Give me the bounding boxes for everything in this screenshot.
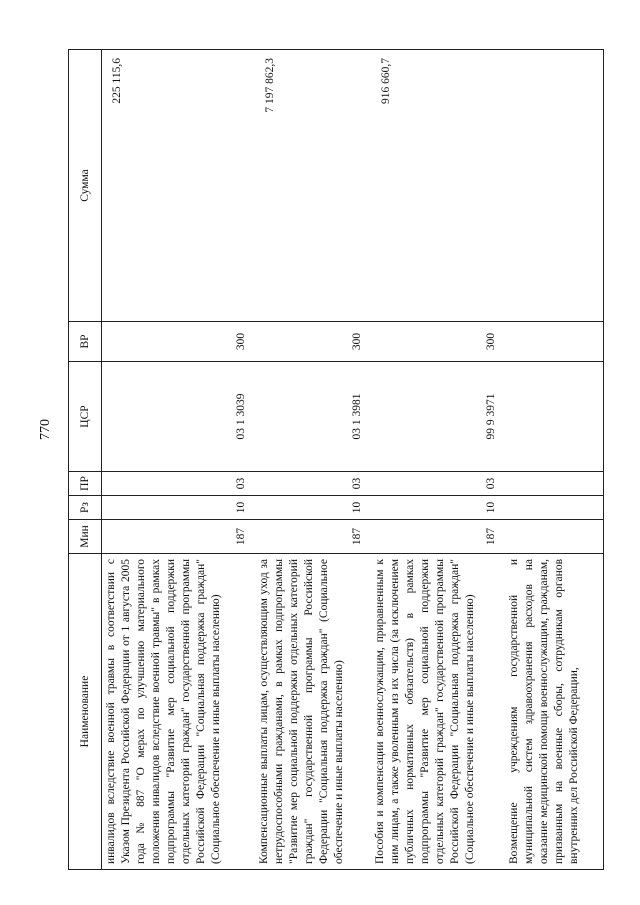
row-min: 187 — [371, 520, 505, 554]
row-name: инвалидов вследствие военной травмы в соответствии с Указом Президента Российской Федерации от 1 августа 2005 года № 887 "О мерах по улучшению материального положения инвалидов вследствие военной травмы" в рамках подпрограммы "Развитие мер социальной поддержки отдельных категорий граждан" государственной программы Российской Федерации "Социальная поддержка граждан" (Социальное обеспечение и иные выплаты населению) — [102, 554, 256, 870]
column-header-vr: ВР — [69, 322, 102, 362]
row-rz: 10 — [255, 496, 371, 520]
row-csr: 99 9 3971 — [371, 362, 505, 472]
row-name: Компенсационные выплаты лицам, осуществляющим уход за нетрудоспособными гражданами, в рамках подпрограммы "Развитие мер социальной поддержки отдельных категорий граждан" государственной программы Российской Федерации "Социальная поддержка граждан" (Социальное обеспечение и иные выплаты населению) — [255, 554, 371, 870]
row-rz: 10 — [371, 496, 505, 520]
row-sum: 7 197 862,3 — [255, 50, 371, 322]
row-sum — [505, 50, 603, 322]
table-row — [371, 50, 505, 870]
rotated-table-wrapper — [68, 50, 604, 870]
column-header-name: Наименование — [69, 554, 102, 870]
column-header-sum: Сумма — [69, 50, 102, 322]
row-pr: 03 — [371, 472, 505, 496]
table-row — [505, 50, 603, 870]
row-pr — [505, 472, 603, 496]
row-name: Пособия и компенсации военнослужащим, приравненным к ним лицам, а также уволенным из их числа (за исключением публичных нормативных обязательств) в рамках подпрограммы "Развитие мер социальной поддержки отдельных категорий граждан" государственной программы Российской Федерации "Социальная поддержка граждан" (Социальное обеспечение и иные выплаты населению) — [371, 554, 505, 870]
row-rz: 10 — [102, 496, 256, 520]
row-csr: 03 1 3039 — [102, 362, 256, 472]
row-sum: 225 115,6 — [102, 50, 256, 322]
column-header-rz: Рз — [69, 496, 102, 520]
table-row — [102, 50, 256, 870]
row-vr — [505, 322, 603, 362]
row-min: 187 — [102, 520, 256, 554]
row-vr: 300 — [371, 322, 505, 362]
row-vr: 300 — [102, 322, 256, 362]
row-csr: 03 1 3981 — [255, 362, 371, 472]
table-header-row — [69, 50, 102, 870]
row-min — [505, 520, 603, 554]
row-min: 187 — [255, 520, 371, 554]
row-pr: 03 — [102, 472, 256, 496]
column-header-csr: ЦСР — [69, 362, 102, 472]
row-csr — [505, 362, 603, 472]
row-pr: 03 — [255, 472, 371, 496]
row-name: Возмещение учреждениям государственной и муниципальной систем здравоохранения расходов на оказание медицинской помощи военнослужащим, гражданам, призванным на военные сборы, сотрудникам органов внутренних дел Российской Федерации, — [505, 554, 603, 870]
table-row — [255, 50, 371, 870]
column-header-pr: ПР — [69, 472, 102, 496]
row-vr: 300 — [255, 322, 371, 362]
column-header-min: Мин — [69, 520, 102, 554]
page-number: 770 — [38, 419, 53, 440]
row-rz — [505, 496, 603, 520]
row-sum: 916 660,7 — [371, 50, 505, 322]
budget-table — [68, 49, 604, 870]
